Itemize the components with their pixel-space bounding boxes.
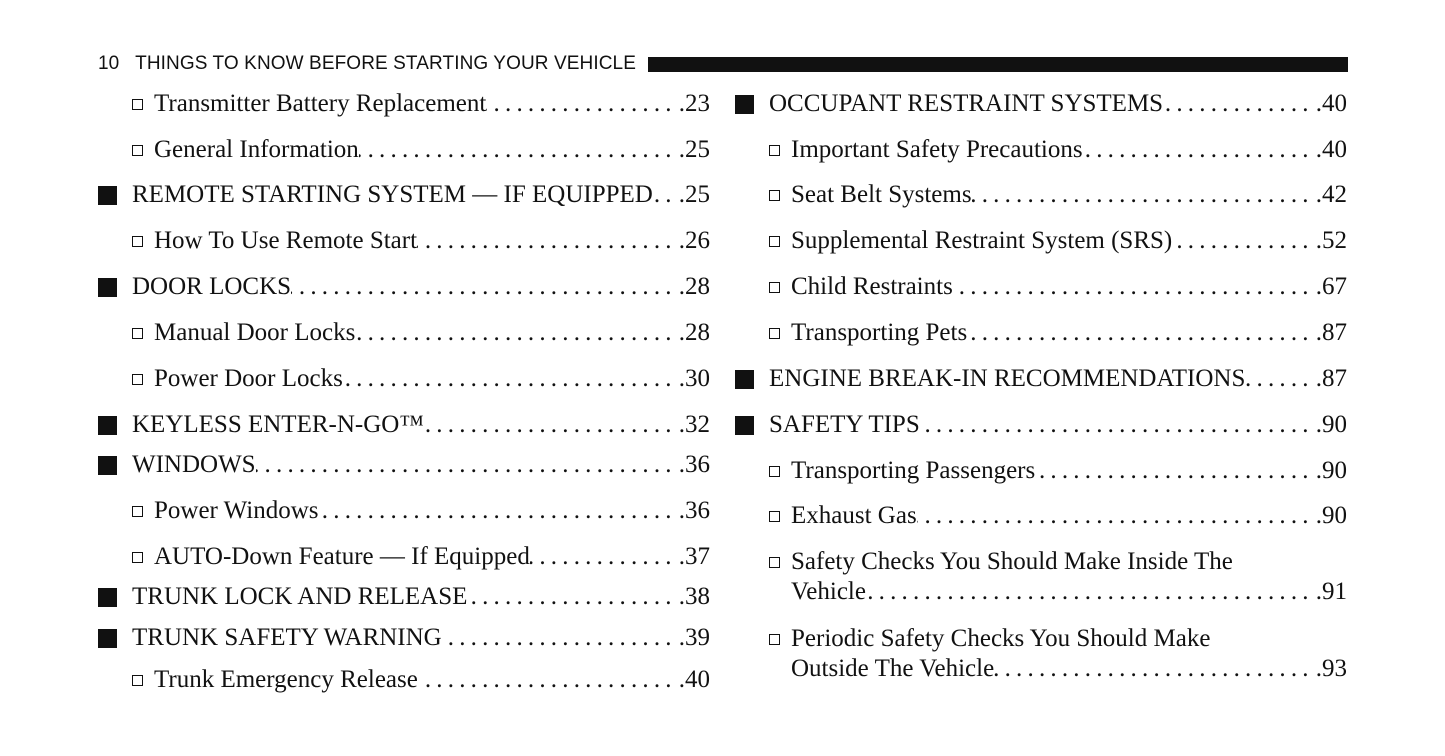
header-rule — [648, 57, 1348, 72]
toc-entry-title: Child Restraints — [791, 273, 953, 300]
dot-leader — [467, 582, 678, 612]
toc-entry-title: Seat Belt Systems — [791, 181, 972, 208]
dot-leader — [424, 410, 679, 440]
toc-entry-title: Trunk Emergency Release — [154, 666, 418, 693]
hollow-square-bullet-icon — [98, 89, 154, 119]
toc-entry-title: How To Use Remote Start — [154, 227, 418, 254]
hollow-square-bullet-icon — [735, 272, 791, 302]
toc-subsection-entry[interactable] — [735, 547, 1347, 607]
toc-section-entry[interactable] — [98, 180, 710, 210]
filled-square-bullet-icon — [735, 89, 769, 119]
filled-square-bullet-icon — [98, 582, 132, 612]
toc-entry-title: Supplemental Restraint System (SRS) — [791, 227, 1173, 254]
toc-subsection-entry[interactable] — [735, 456, 1347, 486]
dot-leader — [1245, 364, 1315, 394]
toc-subsection-entry[interactable] — [735, 501, 1347, 531]
toc-subsection-entry[interactable] — [735, 226, 1347, 256]
toc-entry-title: Safety Checks You Should Make Inside The — [791, 548, 1233, 575]
toc-page-number: .52 — [1315, 227, 1347, 254]
toc-page-number: .42 — [1315, 181, 1347, 208]
toc-page-number: .23 — [678, 90, 710, 117]
toc-page-number: .25 — [678, 136, 710, 163]
toc-section-entry[interactable] — [735, 364, 1347, 394]
toc-entry-title: Periodic Safety Checks You Should Make — [791, 625, 1211, 652]
hollow-square-bullet-icon — [735, 547, 791, 577]
toc-entry-title: Transporting Pets — [791, 319, 968, 346]
toc-entry-title: Outside The Vehicle — [791, 655, 995, 682]
dot-leader — [486, 89, 678, 119]
hollow-square-bullet-icon — [735, 456, 791, 486]
toc-entry-title: DOOR LOCKS — [132, 273, 292, 300]
dot-leader — [1163, 89, 1316, 119]
toc-entry-title: SAFETY TIPS — [769, 411, 920, 438]
toc-subsection-entry[interactable] — [98, 665, 710, 695]
toc-subsection-entry[interactable] — [98, 364, 710, 394]
dot-leader — [1035, 456, 1316, 486]
hollow-square-bullet-icon — [98, 318, 154, 348]
dot-leader — [866, 577, 1316, 607]
toc-page-number: .91 — [1315, 578, 1347, 605]
toc-page-number: .28 — [678, 273, 710, 300]
toc-page-number: .39 — [678, 624, 710, 651]
toc-page-number: .38 — [678, 583, 710, 610]
toc-page-number: .36 — [678, 451, 710, 478]
toc-subsection-entry[interactable] — [98, 226, 710, 256]
filled-square-bullet-icon — [98, 623, 132, 653]
toc-page-number: .90 — [1315, 411, 1347, 438]
toc-entry-title: General Information — [154, 136, 359, 163]
dot-leader — [359, 135, 679, 165]
toc-entry-title: Power Windows — [154, 497, 319, 524]
toc-section-entry[interactable] — [735, 89, 1347, 119]
toc-entry-title: Transmitter Battery Replacement — [154, 90, 487, 117]
dot-leader — [920, 410, 1316, 440]
dot-leader — [1083, 135, 1316, 165]
toc-subsection-entry[interactable] — [735, 180, 1347, 210]
toc-page-number: .26 — [678, 227, 710, 254]
dot-leader — [917, 501, 1316, 531]
toc-page-number: .87 — [1315, 319, 1347, 346]
toc-subsection-entry[interactable] — [98, 318, 710, 348]
toc-section-entry[interactable] — [735, 410, 1347, 440]
toc-subsection-entry[interactable] — [98, 89, 710, 119]
toc-page-number: .67 — [1315, 273, 1347, 300]
dot-leader — [417, 226, 679, 256]
filled-square-bullet-icon — [98, 450, 132, 480]
toc-subsection-entry[interactable] — [735, 318, 1347, 348]
toc-subsection-entry[interactable] — [98, 496, 710, 526]
dot-leader — [291, 272, 679, 302]
toc-entry-title: KEYLESS ENTER-N-GO™ — [132, 411, 424, 438]
toc-page-number: .87 — [1315, 365, 1347, 392]
toc-page-number: .36 — [678, 497, 710, 524]
hollow-square-bullet-icon — [98, 135, 154, 165]
toc-page-number: .32 — [678, 411, 710, 438]
filled-square-bullet-icon — [735, 410, 769, 440]
toc-section-entry[interactable] — [98, 450, 710, 480]
toc-page-number: .40 — [1315, 90, 1347, 117]
dot-leader — [967, 318, 1316, 348]
hollow-square-bullet-icon — [735, 180, 791, 210]
toc-page-number: .37 — [678, 543, 710, 570]
filled-square-bullet-icon — [98, 180, 132, 210]
toc-entry-title: ENGINE BREAK-IN RECOMMENDATIONS — [769, 365, 1246, 392]
toc-subsection-entry[interactable] — [98, 135, 710, 165]
toc-entry-title: Important Safety Precautions — [791, 136, 1083, 163]
dot-leader — [256, 450, 679, 480]
toc-entry-title: Manual Door Locks — [154, 319, 356, 346]
toc-section-entry[interactable] — [98, 410, 710, 440]
dot-leader — [442, 623, 679, 653]
toc-page-number: .90 — [1315, 457, 1347, 484]
filled-square-bullet-icon — [98, 410, 132, 440]
dot-leader — [994, 654, 1316, 684]
toc-entry-title: REMOTE STARTING SYSTEM — IF EQUIPPED — [132, 181, 653, 208]
dot-leader — [418, 665, 679, 695]
filled-square-bullet-icon — [98, 272, 132, 302]
toc-page-number: .40 — [1315, 136, 1347, 163]
toc-section-entry[interactable] — [98, 272, 710, 302]
hollow-square-bullet-icon — [735, 501, 791, 531]
toc-entry-title: Transporting Passengers — [791, 457, 1036, 484]
toc-page-number: .90 — [1315, 502, 1347, 529]
toc-entry-title: Power Door Locks — [154, 365, 343, 392]
toc-page-number: .25 — [678, 181, 710, 208]
toc-entry-title: Exhaust Gas — [791, 502, 917, 529]
toc-subsection-entry[interactable] — [735, 624, 1347, 684]
toc-entry-title: WINDOWS — [132, 451, 256, 478]
dot-leader — [972, 180, 1316, 210]
toc-subsection-entry[interactable] — [735, 272, 1347, 302]
hollow-square-bullet-icon — [735, 318, 791, 348]
dot-leader — [1172, 226, 1316, 256]
hollow-square-bullet-icon — [735, 226, 791, 256]
dot-leader — [530, 542, 679, 572]
hollow-square-bullet-icon — [98, 496, 154, 526]
hollow-square-bullet-icon — [735, 135, 791, 165]
page-number: 10 — [98, 53, 120, 74]
hollow-square-bullet-icon — [98, 226, 154, 256]
running-header — [98, 52, 1348, 76]
dot-leader — [319, 496, 679, 526]
chapter-title: THINGS TO KNOW BEFORE STARTING YOUR VEHICLE — [135, 53, 636, 74]
toc-page-number: .30 — [678, 365, 710, 392]
toc-entry-title: Vehicle — [791, 578, 866, 605]
dot-leader — [653, 180, 679, 210]
toc-page-number: .93 — [1315, 655, 1347, 682]
toc-subsection-entry[interactable] — [735, 135, 1347, 165]
toc-page-number: .40 — [678, 666, 710, 693]
toc-entry-title: TRUNK LOCK AND RELEASE — [132, 583, 468, 610]
hollow-square-bullet-icon — [98, 665, 154, 695]
toc-entry-title: OCCUPANT RESTRAINT SYSTEMS — [769, 90, 1164, 117]
toc-entry-title: TRUNK SAFETY WARNING — [132, 624, 442, 651]
toc-subsection-entry[interactable] — [98, 542, 710, 572]
dot-leader — [953, 272, 1316, 302]
filled-square-bullet-icon — [735, 364, 769, 394]
toc-section-entry[interactable] — [98, 623, 710, 653]
toc-page-number: .28 — [678, 319, 710, 346]
hollow-square-bullet-icon — [735, 624, 791, 654]
toc-entry-title: AUTO-Down Feature — If Equipped — [154, 543, 530, 570]
hollow-square-bullet-icon — [98, 364, 154, 394]
toc-section-entry[interactable] — [98, 582, 710, 612]
dot-leader — [355, 318, 678, 348]
hollow-square-bullet-icon — [98, 542, 154, 572]
dot-leader — [343, 364, 679, 394]
